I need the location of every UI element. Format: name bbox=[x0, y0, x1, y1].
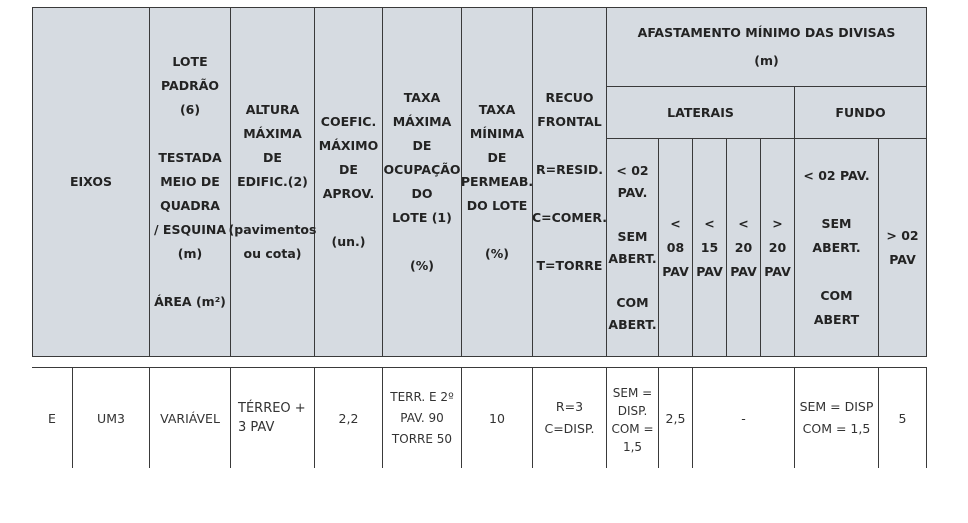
header-recuo-frontal: RECUO FRONTAL R=RESID. C=COMER. T=TORRE bbox=[531, 90, 608, 273]
header-fundo-lt02: < 02 PAV. SEM ABERT. COM ABERT bbox=[803, 167, 870, 327]
header-coeficiente: COEFIC. MÁXIMO DE APROV. (un.) bbox=[318, 114, 379, 249]
row-taxa-ocupacao: TERR. E 2º PAV. 90 TORRE 50 bbox=[390, 389, 454, 446]
header-right-border bbox=[926, 7, 927, 356]
row-fundo-lt02: SEM = DISP COM = 1,5 bbox=[799, 399, 874, 436]
row-right-border bbox=[926, 367, 927, 468]
header-fundo: FUNDO bbox=[835, 104, 886, 120]
header-afastamento: AFASTAMENTO MÍNIMO DAS DIVISAS (m) bbox=[637, 25, 896, 68]
row-fundo-gt02: 5 bbox=[898, 410, 907, 426]
header-lateral-lt02: < 02 PAV. SEM ABERT. COM ABERT. bbox=[608, 162, 657, 332]
row-eixos: UM3 bbox=[97, 410, 125, 426]
header-laterais: LATERAIS bbox=[667, 104, 734, 120]
header-lateral-gt20: > 20 PAV bbox=[764, 215, 791, 279]
header-eixos: EIXOS bbox=[69, 174, 112, 189]
row-lateral-lt02: SEM = DISP. COM = 1,5 bbox=[611, 386, 654, 454]
header-taxa-ocupacao: TAXA MÁXIMA DE OCUPAÇÃO DO LOTE (1) (%) bbox=[383, 90, 461, 273]
row-coef: 2,2 bbox=[338, 410, 359, 426]
row-taxa-permeabilidade: 10 bbox=[489, 410, 505, 426]
header-fundo-gt02: > 02 PAV bbox=[886, 227, 919, 267]
header-lateral-lt20: < 20 PAV bbox=[730, 215, 757, 279]
header-lote-padrao: LOTE PADRÃO (6) TESTADA MEIO DE QUADRA / ESQUINA (m) ÁREA (m²) bbox=[153, 54, 227, 309]
row-lote: VARIÁVEL bbox=[160, 410, 220, 426]
header-taxa-permeabilidade: TAXA MÍNIMA DE PERMEAB. DO LOTE (%) bbox=[460, 102, 534, 261]
header-bottom-border bbox=[32, 356, 927, 357]
row-recuo: R=3 C=DISP. bbox=[544, 399, 595, 436]
header-lateral-lt15: < 15 PAV bbox=[696, 215, 723, 279]
row-lateral-lt08: 2,5 bbox=[665, 410, 686, 426]
row-lateral-merged: - bbox=[741, 410, 746, 426]
header-lateral-lt08: < 08 PAV bbox=[662, 215, 689, 279]
row-zona: E bbox=[48, 410, 56, 426]
header-altura-maxima: ALTURA MÁXIMA DE EDIFIC.(2) (pavimentos ou cota) bbox=[228, 102, 317, 261]
row-altura: TÉRREO + 3 PAV bbox=[238, 401, 306, 435]
